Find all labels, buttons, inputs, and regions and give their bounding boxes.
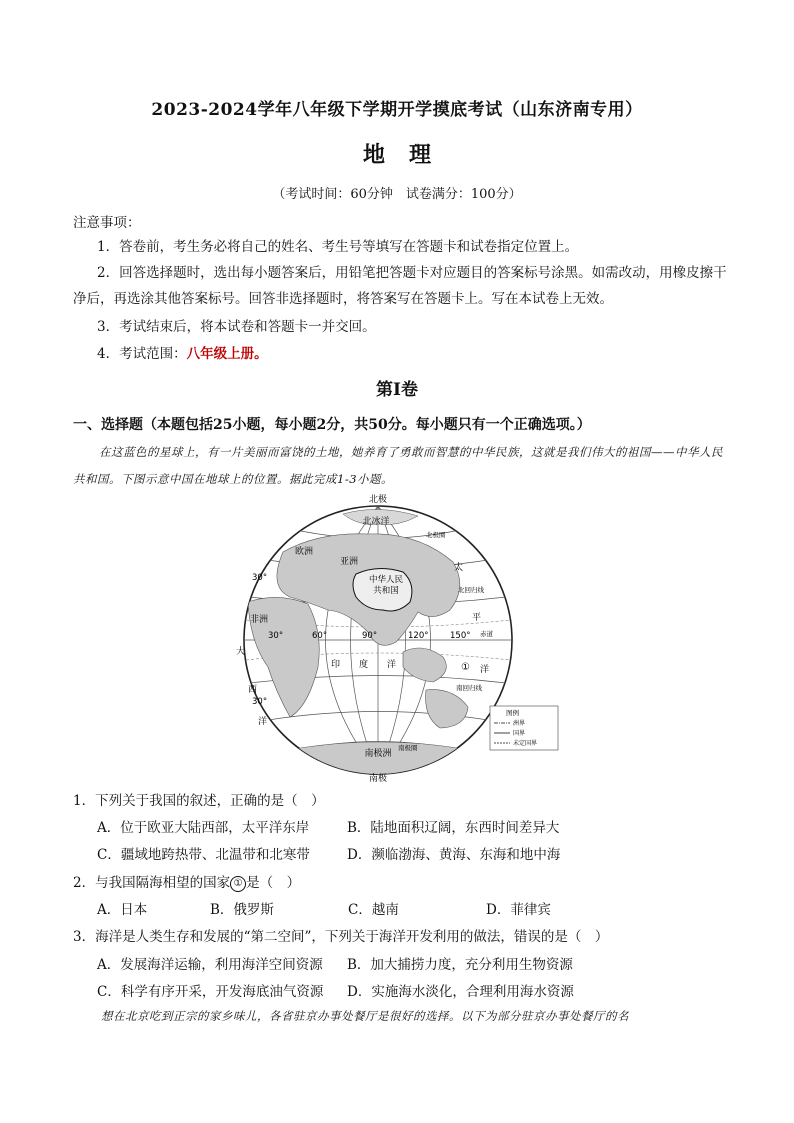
label-tropic-capricorn: 南回归线 [456, 684, 482, 692]
material-intro-2: 想在北京吃到正宗的家乡味儿，各省驻京办事处餐厅是很好的选择。以下为部分驻京办事处餐厅的名 [101, 1009, 629, 1023]
volume-title: 第Ⅰ卷 [376, 380, 418, 400]
legend-national-boundary: 国界 [513, 730, 526, 737]
question-2-option-d: D．菲律宾 [486, 902, 551, 918]
note-item-4 [73, 341, 733, 367]
label-antarctica: 南极洲 [364, 749, 392, 759]
question-1-option-b: B．陆地面积辽阔，东西时间差异大 [347, 820, 560, 836]
label-lat-30n: 30° [252, 573, 268, 583]
map-marker-1: ① [461, 662, 470, 673]
label-china-line2: 共和国 [373, 586, 399, 596]
note-item-1: 1．答卷前，考生务必将自己的姓名、考生号等填写在答题卡和试卷指定位置上。 [97, 239, 579, 255]
note-item-4-prefix: 4．考试范围： [97, 346, 187, 362]
label-indian-ocean-1: 印 [331, 660, 341, 670]
label-atlantic-3: 洋 [258, 717, 268, 727]
label-indian-ocean-3: 洋 [387, 660, 397, 670]
exam-scope: 八年级上册。 [186, 346, 268, 362]
label-atlantic-2: 西 [248, 685, 258, 695]
note-item-2: 2．回答选择题时，选出每小题答案后，用铅笔把答题卡对应题目的答案标号涂黑。如需改动，用橡皮擦干净后，再选涂其他答案标号。回答非选择题时，将答案写在答题卡上。写在本试卷上无效。 [73, 265, 727, 307]
label-lon-150: 150° [450, 631, 471, 641]
legend-undefined-boundary: 未定国界 [513, 740, 538, 747]
globe-map [228, 492, 538, 784]
question-3-option-b: B．加大捕捞力度，充分利用生物资源 [347, 957, 573, 973]
question-2-option-b: B．俄罗斯 [210, 902, 274, 918]
question-3-option-a: A．发展海洋运输，利用海洋空间资源 [97, 957, 323, 973]
label-equator: 赤道 [480, 630, 493, 638]
label-indian-ocean-2: 度 [359, 660, 369, 670]
label-europe: 欧洲 [295, 547, 314, 557]
exam-title: 2023-2024学年八年级下学期开学摸底考试（山东济南专用） [151, 100, 643, 120]
label-antarctic-circle: 南极圈 [398, 744, 418, 752]
label-pacific-1: 太 [454, 563, 464, 573]
question-2-option-c: C．越南 [348, 902, 399, 918]
label-lat-30s: 30° [252, 697, 268, 707]
section-title: 一、选择题（本题包括25小题，每小题2分，共50分。每小题只有一个正确选项。） [73, 417, 591, 433]
globe-svg [228, 492, 538, 784]
question-1-stem: 1．下列关于我国的叙述，正确的是（ ） [73, 793, 325, 809]
question-2-stem-suffix: 是（ ） [246, 875, 301, 891]
exam-timing: （考试时间：60分钟 试卷满分：100分） [272, 187, 522, 202]
question-2-option-a: A．日本 [97, 902, 148, 918]
label-south-pole: 南极 [368, 774, 388, 784]
question-2-marker: ① [230, 876, 246, 892]
label-lon-90: 90° [362, 631, 378, 641]
label-pacific-3: 洋 [480, 665, 490, 675]
label-pacific-2: 平 [472, 613, 482, 623]
label-china-line1: 中华人民 [368, 575, 404, 585]
question-3-option-d: D．实施海水淡化，合理利用海水资源 [347, 984, 574, 1000]
label-lon-60: 60° [312, 631, 328, 641]
note-item-3: 3．考试结束后，将本试卷和答题卡一并交回。 [97, 319, 376, 335]
question-3-option-c: C．科学有序开采，开发海底油气资源 [97, 984, 324, 1000]
label-atlantic-1: 大 [236, 647, 246, 657]
material-intro-1: 在这蓝色的星球上，有一片美丽而富饶的土地，她养育了勇敢而智慧的中华民族，这就是我们伟大的祖国——中华人民共和国。下图示意中国在地球上的位置。据此完成1-3小题。 [73, 445, 723, 486]
question-3-stem: 3．海洋是人类生存和发展的“第二空间”，下列关于海洋开发利用的做法，错误的是（ ） [73, 929, 609, 945]
label-arctic-ocean: 北冰洋 [362, 517, 390, 527]
question-1-option-c: C．疆域地跨热带、北温带和北寒带 [97, 847, 310, 863]
label-tropic-cancer: 北回归线 [458, 586, 484, 594]
label-arctic-circle: 北极圈 [426, 531, 446, 539]
map-legend [490, 706, 558, 750]
subject-title: 地理 [362, 142, 455, 168]
label-africa: 非洲 [250, 615, 269, 625]
label-lon-120: 120° [408, 631, 429, 641]
legend-continent-boundary: 洲界 [513, 720, 526, 727]
question-1-option-a: A．位于欧亚大陆西部，太平洋东岸 [97, 820, 310, 836]
question-2-stem [73, 871, 300, 892]
question-2-stem-prefix: 2．与我国隔海相望的国家 [73, 875, 231, 891]
label-lon-30: 30° [268, 631, 284, 641]
question-1-option-d: D．濒临渤海、黄海、东海和地中海 [347, 847, 561, 863]
notes-heading: 注意事项： [73, 215, 141, 231]
legend-title: 图例 [506, 709, 519, 717]
label-north-pole: 北极 [368, 495, 388, 505]
label-asia: 亚洲 [340, 557, 359, 567]
